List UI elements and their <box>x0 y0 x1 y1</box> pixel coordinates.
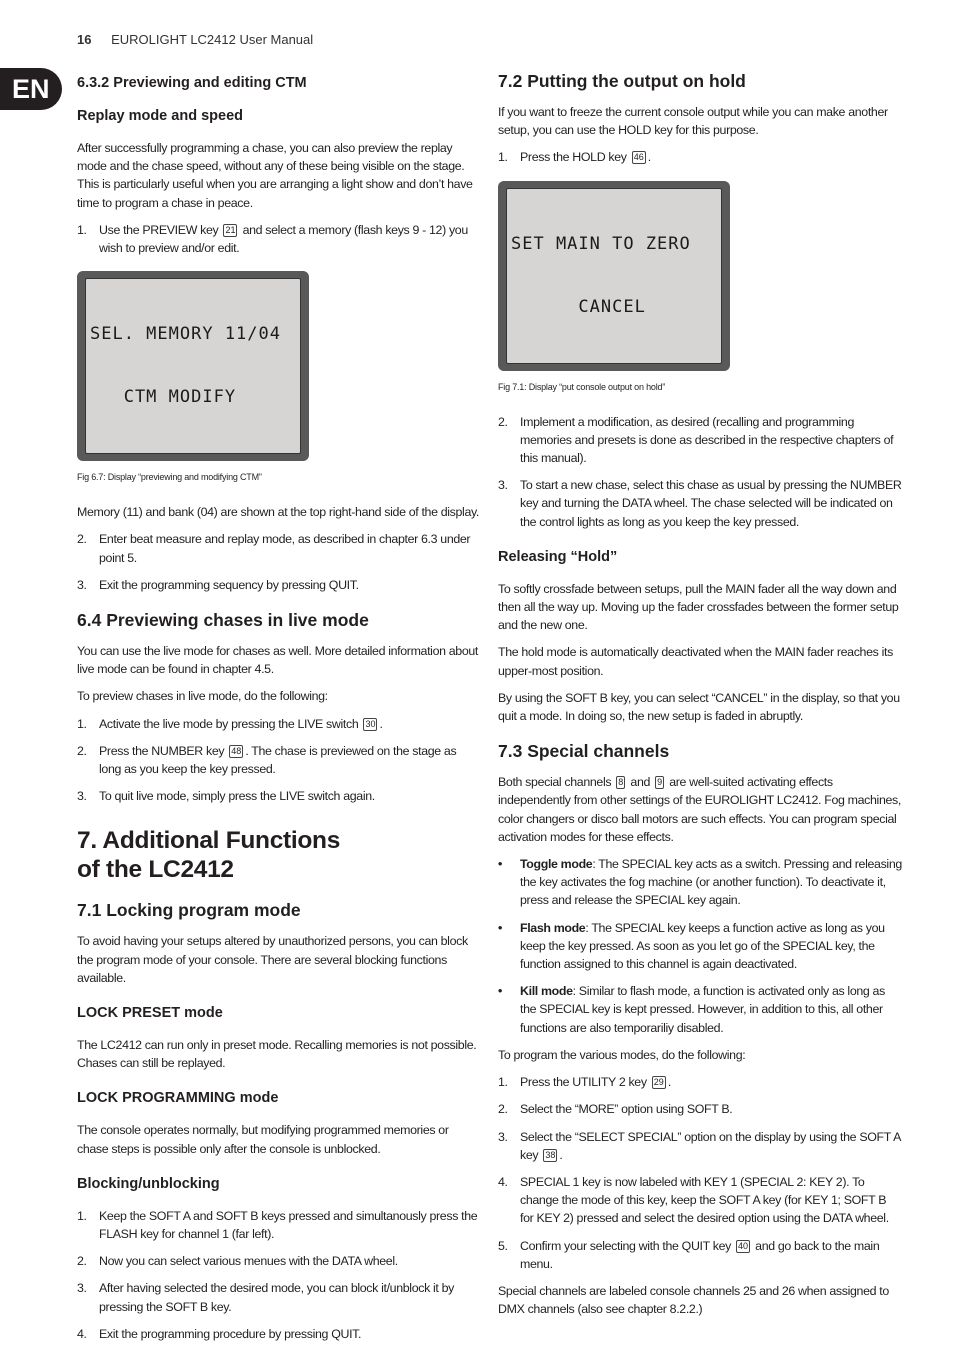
program-steps <box>498 1073 902 1273</box>
list-item: 2. Press the NUMBER key 48 . The chase is previewed on the stage as long as you keep the key pressed. <box>77 743 457 777</box>
manual-title: EUROLIGHT LC2412 User Manual <box>111 32 314 47</box>
memory-paragraph: Memory (11) and bank (04) are shown at the top right-hand side of the display. <box>77 505 480 520</box>
special-paragraph: Both special channels 8 and 9 are well-suited activating effects independently from other settings of the EUROLIGHT LC2412. Fog machines, color changers or disco ball motors are such effects. You can program special activation modes for these effects. <box>498 775 901 844</box>
lock-preset-paragraph: The LC2412 can run only in preset mode. Recalling memories is not possible. Chases can still be replayed. <box>77 1038 477 1071</box>
section-6-3-2-title: 6.3.2 Previewing and editing CTM <box>77 75 307 91</box>
key-number-badge: 40 <box>738 1240 749 1251</box>
lock-preset-subtitle: LOCK PRESET mode <box>77 1005 223 1022</box>
list-item: 3. After having selected the desired mode, you can block it/unblock it by pressing the SOFT B key. <box>77 1281 455 1314</box>
list-item: 1. Activate the live mode by pressing the LIVE switch 30 . <box>77 716 383 731</box>
section-7-1-title: 7.1 Locking program mode <box>77 900 301 921</box>
blocking-steps <box>77 1207 479 1343</box>
section-6-4-title: 6.4 Previewing chases in live mode <box>77 610 369 631</box>
section-7-3-title: 7.3 Special channels <box>498 741 670 762</box>
live-paragraph-1: You can use the live mode for chases as well. More detailed information about live mode can be found in chapter 4.5. <box>77 644 479 677</box>
replay-paragraph: After successfully programming a chase, you can also preview the replay mode and the chase speed, without any of these being visible on the stage. This is particularly useful when you are arranging a light show and don’t have time to program a chase in peace. <box>77 141 473 210</box>
releasing-hold-subtitle: Releasing “Hold” <box>498 548 618 565</box>
list-item: 3. To start a new chase, select this chase as usual by pressing the NUMBER key and turning the DATA wheel. The chase selected will be indicated on the control lights as long as you keep the key pressed. <box>498 478 902 529</box>
replay-subtitle: Replay mode and speed <box>77 108 243 124</box>
release-paragraph-3: By using the SOFT B key, you can select “CANCEL” in the display, so that you quit a mode. In doing so, the new setup is faded in abruptly. <box>498 690 900 724</box>
key-number-badge: 46 <box>633 152 644 163</box>
section-7-2-title: 7.2 Putting the output on hold <box>498 71 746 91</box>
chapter-7-title: 7. Additional Functions of the LC2412 <box>77 827 341 883</box>
lcd-display-ctm <box>77 271 309 461</box>
list-item: 2. Select the “MORE” option using SOFT B. <box>498 1102 733 1117</box>
language-tab: EN <box>0 68 62 110</box>
page-number: 16 <box>77 32 92 47</box>
replay-steps <box>77 221 479 257</box>
key-number-badge: 21 <box>225 224 236 235</box>
list-item: 1. Press the UTILITY 2 key 29 . <box>498 1075 671 1090</box>
figure-caption-7-1: Fig 7.1: Display “put console output on hold” <box>498 381 666 392</box>
list-item: 2. Implement a modification, as desired (recalling and programming memories and presets is done as described in the respective chapters of this manual). <box>498 414 894 466</box>
hold-steps-cont <box>498 413 902 531</box>
figure-caption-6-7: Fig 6.7: Display “previewing and modifying CTM” <box>77 472 262 483</box>
key-number-badge: 48 <box>231 745 242 756</box>
key-number-badge: 38 <box>545 1149 556 1160</box>
key-number-badge: 8 <box>618 777 624 788</box>
locking-paragraph: To avoid having your setups altered by unauthorized persons, you can block the program mode of your console. There are several blocking functions available. <box>77 934 468 985</box>
lock-programming-paragraph: The console operates normally, but modifying programmed memories or chase steps is possible only after the console is unblocked. <box>77 1123 449 1156</box>
lcd-display-hold <box>498 181 730 371</box>
program-paragraph: To program the various modes, do the following: <box>498 1047 746 1062</box>
list-item: 4. SPECIAL 1 key is now labeled with KEY 1 (SPECIAL 2: KEY 2). To change the mode of this key, keep the SOFT A key (for KEY 1; SOFT B for KEY 2) pressed and select the desired option using the DATA wheel. <box>498 1174 889 1226</box>
lock-programming-subtitle: LOCK PROGRAMMING mode <box>77 1090 279 1107</box>
live-steps <box>77 715 479 806</box>
list-item: 3. Exit the programming sequency by pressing QUIT. <box>77 577 359 592</box>
hold-steps <box>498 148 902 166</box>
key-number-badge: 29 <box>653 1077 664 1088</box>
key-number-badge: 30 <box>365 718 376 729</box>
list-item: 3. To quit live mode, simply press the LIVE switch again. <box>77 789 375 804</box>
lcd-line-1: SEL. MEMORY 11/04 <box>90 324 281 345</box>
list-item: 1. Use the PREVIEW key 21 and select a memory (flash keys 9 - 12) you wish to preview and/or edit. <box>77 222 468 256</box>
list-item: 2. Enter beat measure and replay mode, as described in chapter 6.3 under point 5. <box>77 532 471 565</box>
list-item: 1. Keep the SOFT A and SOFT B keys pressed and simultanously press the FLASH key for channel 1 (far left). <box>77 1208 478 1242</box>
left-column <box>77 73 479 1352</box>
special-modes-list <box>498 855 902 1037</box>
release-paragraph-2: The hold mode is automatically deactivated when the MAIN fader reaches its upper-most position. <box>498 645 893 678</box>
lcd-line-2: CANCEL <box>511 296 646 317</box>
replay-steps-cont <box>77 530 479 594</box>
lcd-line-1: SET MAIN TO ZERO <box>511 233 691 254</box>
list-item: • Toggle mode: The SPECIAL key acts as a switch. Pressing and releasing the key activates the fog machine (or another function). To deactivate it, press and release the SPECIAL key again. <box>498 857 902 908</box>
list-item: 1. Press the HOLD key 46 . <box>498 150 651 165</box>
lcd-line-2: CTM MODIFY <box>90 387 237 408</box>
list-item: 4. Exit the programming procedure by pressing QUIT. <box>77 1326 362 1341</box>
key-number-badge: 9 <box>657 777 663 788</box>
page-header <box>77 32 313 47</box>
blocking-subtitle: Blocking/unblocking <box>77 1175 220 1192</box>
list-item: 5. Confirm your selecting with the QUIT key 40 and go back to the main menu. <box>498 1238 880 1271</box>
live-paragraph-2: To preview chases in live mode, do the following: <box>77 689 328 704</box>
list-item: 2. Now you can select various menues with the DATA wheel. <box>77 1254 398 1269</box>
final-paragraph: Special channels are labeled console channels 25 and 26 when assigned to DMX channels (also see chapter 8.2.2.) <box>498 1283 889 1317</box>
list-item: • Kill mode: Similar to flash mode, a function is activated only as long as the SPECIAL key is kept pressed. However, in addition to this, all other functions are also temporariliy disabled. <box>498 984 885 1035</box>
list-item: • Flash mode: The SPECIAL key keeps a function active as long as you keep the key pressed. As soon as you let go of the SPECIAL key, the function assigned to this channel is again deactivated. <box>498 920 885 972</box>
hold-paragraph: If you want to freeze the current console output while you can make another setup, you can use the HOLD key for this purpose. <box>498 105 888 138</box>
list-item: 3. Select the “SELECT SPECIAL” option on the display by using the SOFT A key 38 . <box>498 1129 901 1162</box>
right-column <box>498 73 902 1327</box>
release-paragraph-1: To softly crossfade between setups, pull the MAIN fader all the way down and then all the way up. Moving up the fader crossfades between the former setup and the new one. <box>498 581 899 633</box>
